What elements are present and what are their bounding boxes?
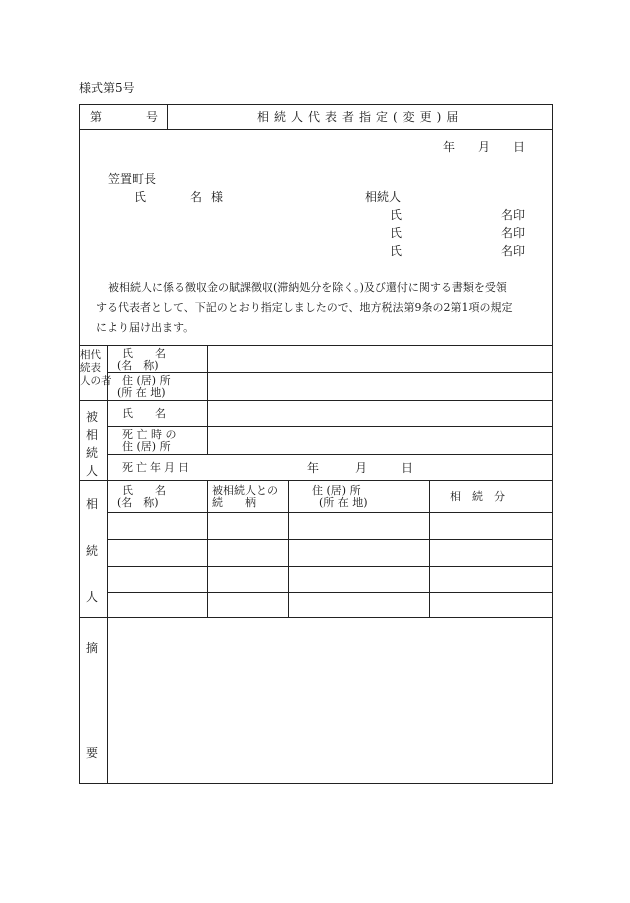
death-date-day-label: 日 (401, 461, 414, 475)
heir-address-cell[interactable] (289, 567, 429, 592)
representative-row-label: 相代 (80, 349, 101, 361)
deceased-row-label: 人 (86, 464, 99, 478)
signatory-seal-label: 名印 (501, 226, 526, 240)
addressee-honorific: 様 (211, 190, 224, 204)
remarks-label-bottom: 要 (86, 746, 99, 760)
rep-name-label: 氏 名 (122, 347, 166, 360)
heirs-row-label: 続 (86, 544, 99, 558)
addressee-name-label-1: 氏 (134, 190, 147, 204)
signatory-name-label: 氏 (390, 226, 403, 240)
field-label-column-line (207, 345, 208, 454)
death-date-year-label: 年 (307, 461, 320, 475)
signatories-label: 相続人 (365, 190, 402, 204)
death-date-label: 死亡年月日 (122, 461, 192, 474)
signatory-name-label: 氏 (390, 208, 403, 222)
deceased-row-label: 続 (86, 446, 99, 460)
body-text-line: により届け出ます。 (96, 321, 195, 334)
heirs-col-header-address-sub: (所 在 地) (319, 496, 368, 509)
heir-share-cell[interactable] (430, 513, 552, 539)
signatory-seal-label: 名印 (501, 244, 526, 258)
heir-name-cell[interactable] (108, 513, 207, 539)
heirs-col-header-relation-sub: 続 柄 (212, 496, 256, 509)
remarks-label-top: 摘 (86, 641, 99, 655)
heirs-col-header-name: 氏 名 (122, 484, 166, 497)
body-text-line: 被相続人に係る徴収金の賦課徴収(滞納処分を除く。)及び還付に関する書類を受領 (108, 281, 507, 294)
heir-name-cell[interactable] (108, 540, 207, 566)
rep-mid-line (107, 372, 553, 373)
rep-address-sublabel: (所 在 地) (117, 386, 166, 399)
form-title: 相続人代表者指定(変更)届 (257, 110, 464, 124)
death-date-month-label: 月 (355, 461, 368, 475)
representative-row-label: 続表 (80, 362, 101, 374)
header-divider (79, 129, 553, 130)
date-month-label: 月 (478, 140, 491, 154)
heir-relation-cell[interactable] (208, 540, 288, 566)
deceased-line-2 (107, 454, 553, 455)
heir-share-cell[interactable] (430, 540, 552, 566)
rep-bottom-line (79, 400, 553, 401)
deceased-name-label: 氏 名 (122, 407, 166, 420)
signatory-seal-label: 名印 (501, 208, 526, 222)
heir-share-cell[interactable] (430, 567, 552, 592)
heir-relation-cell[interactable] (208, 567, 288, 592)
deceased-bottom-line (79, 480, 553, 481)
table-top-line (79, 345, 553, 346)
heirs-col-header-name-sub: (名 称) (117, 496, 159, 509)
heirs-col-header-relation: 被相続人との (212, 484, 278, 497)
date-day-label: 日 (513, 140, 526, 154)
heirs-col-header-address: 住 (居) 所 (312, 484, 361, 497)
addressee-office: 笠置町長 (108, 172, 157, 186)
deceased-row-label: 被 (86, 410, 99, 424)
signatory-name-label: 氏 (390, 244, 403, 258)
heirs-row-label: 人 (86, 590, 99, 604)
heir-relation-cell[interactable] (208, 513, 288, 539)
heir-name-cell[interactable] (108, 567, 207, 592)
heirs-col-header-share: 相 続 分 (450, 490, 505, 503)
heir-relation-cell[interactable] (208, 593, 288, 617)
representative-row-label: 人の者 (80, 375, 112, 387)
remarks-field[interactable] (108, 618, 552, 783)
deceased-row-label: 相 (86, 428, 99, 442)
addressee-name-label-2: 名 (190, 190, 203, 204)
header-number-divider (167, 104, 168, 129)
heir-share-cell[interactable] (430, 593, 552, 617)
body-text-line: する代表者として、下記のとおり指定しましたので、地方税法第9条の2第1項の規定 (96, 301, 513, 314)
heir-address-cell[interactable] (289, 593, 429, 617)
deceased-address-label: 死 亡 時 の (122, 428, 177, 441)
heir-name-cell[interactable] (108, 593, 207, 617)
number-prefix: 第 (90, 110, 103, 124)
number-suffix: 号 (146, 110, 159, 124)
heir-address-cell[interactable] (289, 540, 429, 566)
deceased-address-sublabel: 住 (居) 所 (122, 440, 171, 453)
deceased-line-1 (107, 426, 553, 427)
heir-address-cell[interactable] (289, 513, 429, 539)
rep-name-sublabel: (名 称) (117, 359, 159, 372)
date-year-label: 年 (443, 140, 456, 154)
form-number-label: 様式第5号 (79, 81, 135, 95)
heirs-row-label: 相 (86, 497, 99, 511)
rep-address-label: 住 (居) 所 (122, 374, 171, 387)
